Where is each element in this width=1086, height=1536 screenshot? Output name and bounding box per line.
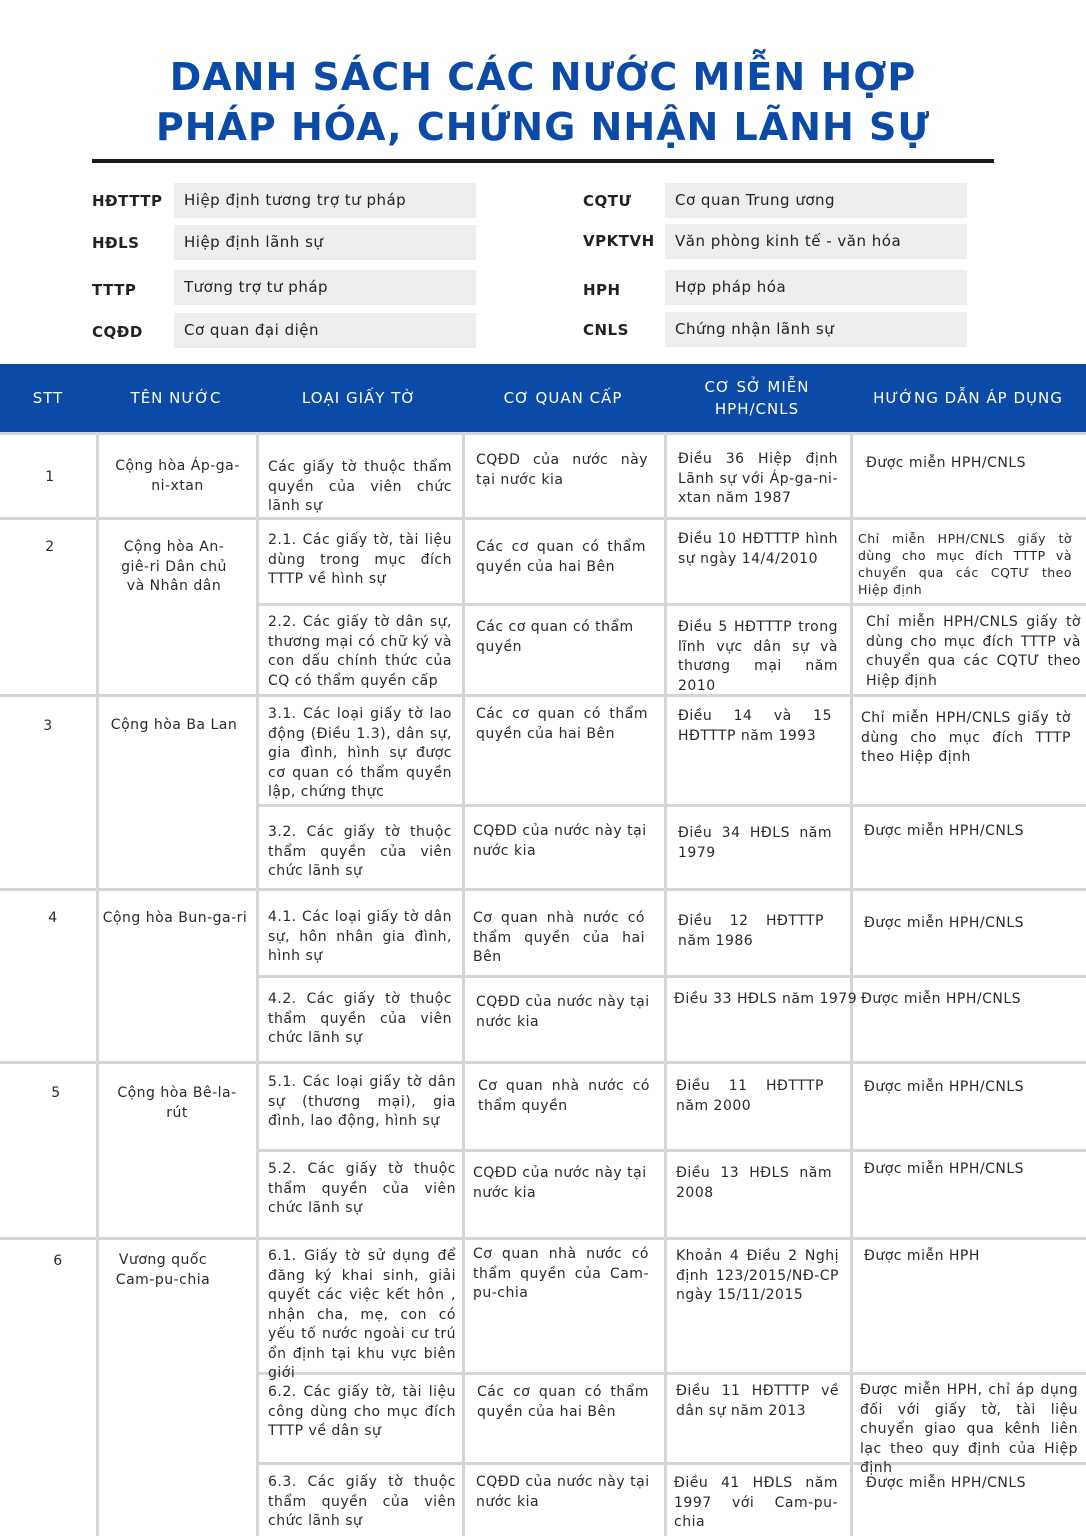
issuer-cell: Các cơ quan có thẩm quyền của hai Bên [476,539,646,575]
abbr-meaning: Hiệp định lãnh sự [174,225,476,260]
guidance-cell: Được miễn HPH/CNLS [864,915,1025,931]
issuer-cell: CQĐD của nước này tại nước kia [473,823,647,859]
abbr-meaning: Cơ quan Trung ương [665,183,967,218]
issuer-cell: Các cơ quan có thẩm quyền của hai Bên [477,1384,649,1420]
abbr-code: CQĐD [92,323,143,341]
stt-cell: 1 [45,469,55,485]
stt-cell: 6 [53,1253,63,1269]
header-stt: STT [32,389,64,407]
table-header [0,364,1086,432]
abbr-code: VPKTVH [583,232,655,250]
basis-cell: Điều 41 HĐLS năm 1997 với Cam-pu-chia [674,1475,838,1530]
guidance-cell: Được miễn HPH/CNLS [866,1475,1027,1491]
issuer-cell: Cơ quan nhà nước có thẩm quyền của hai Bên [473,910,645,965]
country-name: Cộng hòa An-giê-ri Dân chủ và Nhân dân [121,539,227,594]
document-type-cell: Các giấy tờ thuộc thẩm quyền của viên chức lãnh sự [268,459,452,514]
header-country: TÊN NƯỚC [130,389,222,407]
country-name: Cộng hòa Áp-ga-ni-xtan [115,458,240,494]
stt-cell: 5 [51,1085,61,1101]
issuer-cell: CQĐD của nước này tại nước kia [473,1165,647,1201]
guidance-cell: Được miễn HPH/CNLS [864,1079,1025,1095]
issuer-cell: Cơ quan nhà nước có thẩm quyền [478,1078,650,1114]
row-divider [0,1061,1086,1064]
row-divider [0,517,1086,520]
column-divider [850,432,853,1536]
guidance-cell: Được miễn HPH, chỉ áp dụng đối với giấy tờ, tài liệu chuyển giao qua kênh liên lạc theo quy định của Hiệp định [860,1382,1078,1476]
row-divider [0,694,1086,697]
country-name: Cộng hòa Bê-la-rút [117,1085,237,1121]
document-type-cell: 3.2. Các giấy tờ thuộc thẩm quyền của viên chức lãnh sự [268,824,452,879]
guidance-cell: Được miễn HPH/CNLS [864,823,1025,839]
country-name: Vương quốc Cam-pu-chia [115,1252,211,1288]
abbr-meaning: Hợp pháp hóa [665,270,967,305]
page-title [0,52,1086,152]
document-type-cell: 3.1. Các loại giấy tờ lao động (Điều 1.3), dân sự, gia đình, hình sự được cơ quan có thẩm quyền lập, chứng thực [268,706,452,800]
row-divider [256,603,1086,606]
basis-cell: Điều 12 HĐTTTP năm 1986 [678,913,824,949]
basis-cell: Điều 11 HĐTTTP năm 2000 [676,1078,824,1114]
basis-cell: Điều 33 HĐLS năm 1979 [674,991,858,1007]
title-divider [92,159,994,163]
abbr-code: HĐTTTP [92,192,163,210]
basis-cell: Khoản 4 Điều 2 Nghị định 123/2015/NĐ-CP ngày 15/11/2015 [676,1248,839,1303]
stt-cell: 3 [43,718,53,734]
row-divider [256,975,1086,978]
country-name: Cộng hòa Bun-ga-ri [102,910,248,926]
header-document-type: LOẠI GIẤY TỜ [301,389,417,407]
title-line-2: PHÁP HÓA, CHỨNG NHẬN LÃNH SỰ [155,105,931,149]
column-divider [664,432,667,1536]
issuer-cell: CQĐD của nước này tại nước kia [476,1474,650,1510]
abbr-meaning: Văn phòng kinh tế - văn hóa [665,224,967,259]
guidance-cell: Chỉ miễn HPH/CNLS giấy tờ dùng cho mục đích TTTP và chuyển qua các CQTƯ theo Hiệp định [858,531,1072,597]
basis-cell: Điều 36 Hiệp định Lãnh sự với Áp-ga-ni-xtan năm 1987 [678,451,838,506]
abbr-meaning: Chứng nhận lãnh sự [665,312,967,347]
row-divider [256,1149,1086,1152]
header-basis: CƠ SỞ MIỄN HPH/CNLS [704,378,810,418]
issuer-cell: CQĐD của nước này tại nước kia [476,452,648,488]
abbr-meaning: Hiệp định tương trợ tư pháp [174,183,476,218]
document-type-cell: 6.2. Các giấy tờ, tài liệu công dùng cho mục đích TTTP về dân sự [268,1384,456,1439]
issuer-cell: CQĐD của nước này tại nước kia [476,994,650,1030]
document-type-cell: 4.1. Các loại giấy tờ dân sự, hôn nhân gia đình, hình sự [268,909,452,964]
header-guidance: HƯỚNG DẪN ÁP DỤNG [873,389,1063,407]
document-type-cell: 5.2. Các giấy tờ thuộc thẩm quyền của viên chức lãnh sự [268,1161,456,1216]
issuer-cell: Các cơ quan có thẩm quyền của hai Bên [476,706,648,742]
guidance-cell: Được miễn HPH/CNLS [866,455,1027,471]
guidance-cell: Chỉ miễn HPH/CNLS giấy tờ dùng cho mục đích TTTP và chuyển qua các CQTƯ theo Hiệp định [866,614,1081,689]
header-issuer: CƠ QUAN CẤP [503,389,623,407]
document-type-cell: 4.2. Các giấy tờ thuộc thẩm quyền của viên chức lãnh sự [268,991,452,1046]
basis-cell: Điều 5 HĐTTTP trong lĩnh vực dân sự và thương mại năm 2010 [678,619,838,694]
abbr-code: CQTƯ [583,192,632,210]
country-name: Cộng hòa Ba Lan [110,717,238,733]
stt-cell: 2 [45,539,55,555]
abbr-code: CNLS [583,321,629,339]
guidance-cell: Chỉ miễn HPH/CNLS giấy tờ dùng cho mục đích TTTP theo Hiệp định [861,710,1071,765]
document-type-cell: 6.1. Giấy tờ sử dụng để đăng ký khai sinh, giải quyết các việc kết hôn , nhận cha, mẹ, con có yếu tố nước ngoài cư trú ổn định tại khu vực biên giới [268,1248,456,1381]
column-divider [462,432,465,1536]
issuer-cell: Các cơ quan có thẩm quyền [476,619,634,655]
column-divider [96,432,99,1536]
basis-cell: Điều 10 HĐTTTP hình sự ngày 14/4/2010 [678,531,838,567]
row-divider [0,1237,1086,1240]
column-divider [256,432,259,1536]
document-type-cell: 2.1. Các giấy tờ, tài liệu dùng trong mục đích TTTP về hình sự [268,532,452,587]
title-line-1: DANH SÁCH CÁC NƯỚC MIỄN HỢP [169,55,917,99]
issuer-cell: Cơ quan nhà nước có thẩm quyền của Cam-pu-chia [473,1246,649,1301]
basis-cell: Điều 13 HĐLS năm 2008 [676,1165,832,1201]
document-type-cell: 6.3. Các giấy tờ thuộc thẩm quyền của viên chức lãnh sự [268,1474,456,1529]
stt-cell: 4 [48,910,58,926]
row-divider [256,804,1086,807]
guidance-cell: Được miễn HPH [864,1248,980,1264]
basis-cell: Điều 11 HĐTTTP về dân sự năm 2013 [676,1383,839,1419]
document-type-cell: 5.1. Các loại giấy tờ dân sự (thương mại), gia đình, lao động, hình sự [268,1074,456,1129]
row-divider [0,888,1086,891]
basis-cell: Điều 34 HĐLS năm 1979 [678,825,832,861]
guidance-cell: Được miễn HPH/CNLS [864,1161,1025,1177]
abbr-meaning: Tương trợ tư pháp [174,270,476,305]
row-divider [0,432,1086,435]
abbr-meaning: Cơ quan đại diện [174,313,476,348]
basis-cell: Điều 14 và 15 HĐTTTP năm 1993 [678,708,832,744]
abbr-code: HĐLS [92,234,140,252]
abbr-code: HPH [583,281,621,299]
guidance-cell: Được miễn HPH/CNLS [861,991,1022,1007]
abbr-code: TTTP [92,281,137,299]
document-type-cell: 2.2. Các giấy tờ dân sự, thương mại có chữ ký và con dấu chính thức của CQ có thẩm quyền cấp [268,614,452,689]
